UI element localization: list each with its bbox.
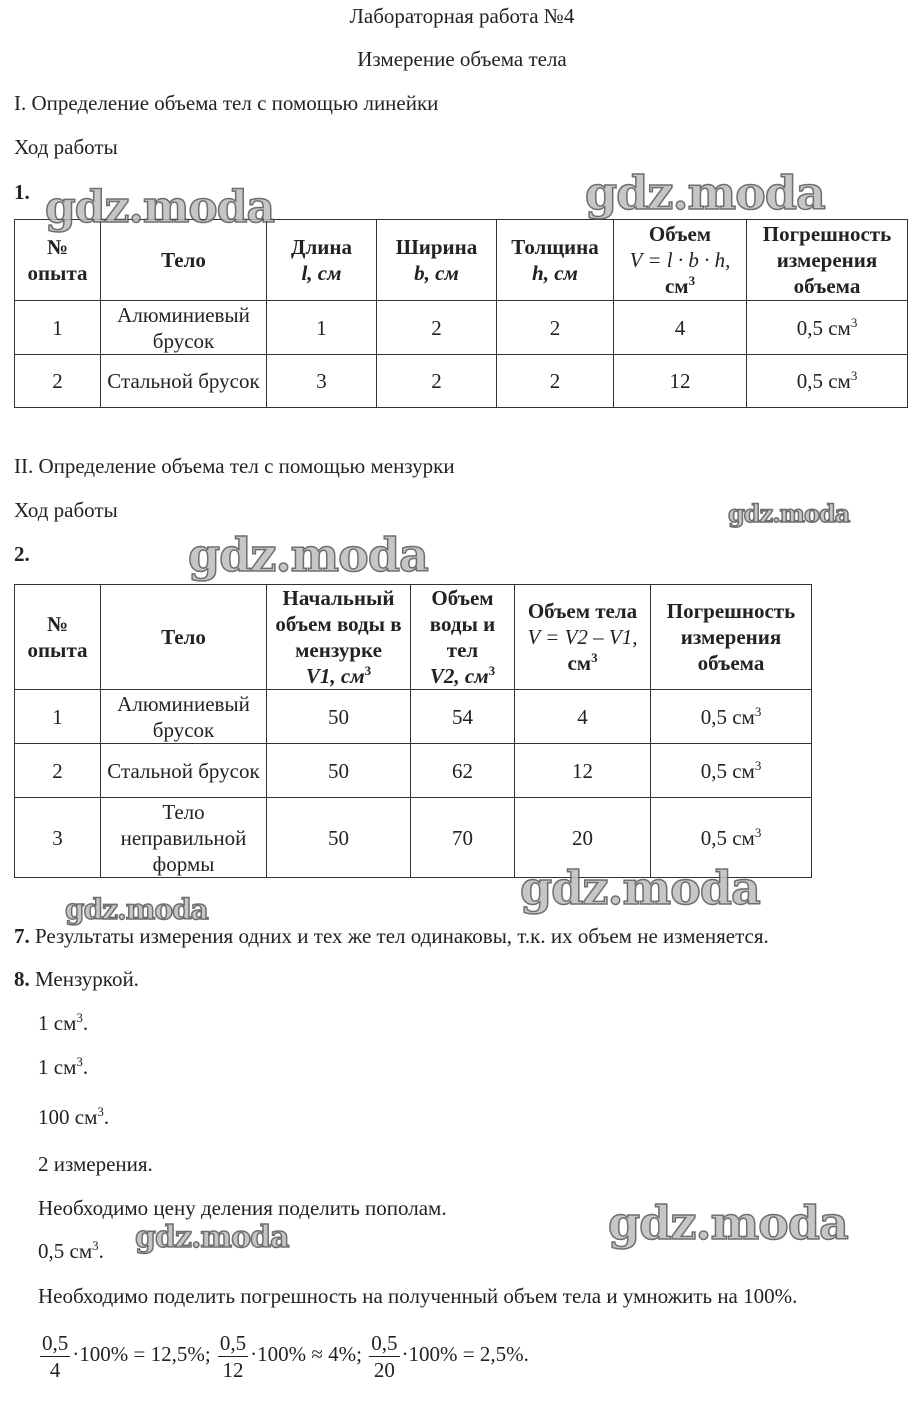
table-cell: 2 <box>497 355 614 408</box>
table-cell: 0,5 $см^3$ <box>651 744 812 798</box>
table-cell: 4 <box>515 690 651 744</box>
col-header-error: Погрешность измерения объема <box>651 585 812 690</box>
table-cell: 0,5 $см^3$ <box>651 690 812 744</box>
table-cell: Алюминиевый брусок <box>101 301 267 355</box>
watermark: gdz.moda <box>728 499 850 528</box>
table-row <box>15 355 908 408</box>
col-header-number: № опыта <box>15 585 101 690</box>
col-header-error: Погрешность измерения объема <box>747 220 908 301</box>
error-formula: $\frac{0,5}{4}$ ·100% = 12,5%; $\frac{0,5}{12}$ ·100% ≈ 4%; $\frac{0,5}{20}$ ·100% = 2,5%. <box>42 1330 529 1382</box>
answer-8: 8. Мензуркой. <box>14 967 139 991</box>
step-2: 2. <box>14 542 30 566</box>
table-cell: Алюминиевый брусок <box>101 690 267 744</box>
table-cell: 50 <box>267 798 411 878</box>
table-cell: 0,5 $см^3$ <box>747 355 908 408</box>
table-cell: 20 <box>515 798 651 878</box>
answer-line: 0,5 $см^3$. <box>38 1238 104 1263</box>
table-cell: 54 <box>411 690 515 744</box>
table-cell: 70 <box>411 798 515 878</box>
table-cell: 0,5 $см^3$ <box>651 798 812 878</box>
fraction: $\frac{0,5}{20}$ <box>371 1330 398 1382</box>
col-header-thickness: Толщина h, см <box>497 220 614 301</box>
watermark: gdz.moda <box>65 893 208 926</box>
table-cell: 3 <box>267 355 377 408</box>
table-cell: 3 <box>15 798 101 878</box>
col-header-body: Тело <box>101 220 267 301</box>
watermark: gdz.moda <box>520 861 760 915</box>
table-cell: 62 <box>411 744 515 798</box>
table-ruler <box>14 219 908 408</box>
table-cell: 1 <box>267 301 377 355</box>
fraction: $\frac{0,5}{12}$ <box>219 1330 247 1382</box>
table-cell: 4 <box>614 301 747 355</box>
col-header-width: Ширина b, см <box>377 220 497 301</box>
table-cell: 2 <box>377 301 497 355</box>
col-header-number: № опыта <box>15 220 101 301</box>
table-cell: 1 <box>15 690 101 744</box>
table-cell: 1 <box>15 301 101 355</box>
table-cell: Стальной брусок <box>101 355 267 408</box>
col-header-body: Тело <box>101 585 267 690</box>
doc-subtitle: Измерение объема тела <box>357 47 567 71</box>
table-row <box>15 690 812 744</box>
table-cell: 50 <box>267 690 411 744</box>
watermark: gdz.moda <box>585 166 825 220</box>
col-header-body-volume: Объем тела V = V2 – V1, $см^3$ <box>515 585 651 690</box>
table-cell: 2 <box>377 355 497 408</box>
table-cell: 50 <box>267 744 411 798</box>
watermark: gdz.moda <box>45 182 275 233</box>
col-header-water-body-volume: Объем воды и тел V2, $см^3$ <box>411 585 515 690</box>
answer-line: 2 измерения. <box>38 1152 153 1176</box>
col-header-length: Длина l, см <box>267 220 377 301</box>
watermark: gdz.moda <box>135 1220 289 1255</box>
table-cell: Стальной брусок <box>101 744 267 798</box>
table-beaker <box>14 584 812 878</box>
section1-progress-label: Ход работы <box>14 135 118 159</box>
table-cell: 2 <box>15 744 101 798</box>
watermark: gdz.moda <box>608 1196 848 1250</box>
answer-line: Необходимо поделить погрешность на полученный объем тела и умножить на 100%. <box>38 1284 798 1308</box>
table-cell: 2 <box>497 301 614 355</box>
table-cell: 0,5 $см^3$ <box>747 301 908 355</box>
answer-line: 100 $см^3$. <box>38 1104 110 1129</box>
table-cell: 12 <box>614 355 747 408</box>
doc-title: Лабораторная работа №4 <box>349 4 575 28</box>
answer-7: 7. Результаты измерения одних и тех же тел одинаковы, т.к. их объем не изменяется. <box>14 924 769 948</box>
answer-line: 1 $см^3$. <box>38 1054 89 1079</box>
col-header-volume: Объем V = l · b · h, $см^3$ <box>614 220 747 301</box>
watermark: gdz.moda <box>188 528 428 582</box>
table-row <box>15 744 812 798</box>
table-cell: Тело неправильной формы <box>101 798 267 878</box>
answer-line: Необходимо цену деления поделить пополам. <box>38 1196 447 1220</box>
section1-heading: I. Определение объема тел с помощью линейки <box>14 91 439 115</box>
step-1: 1. <box>14 180 30 204</box>
table-cell: 2 <box>15 355 101 408</box>
answer-line: 1 $см^3$. <box>38 1010 89 1035</box>
table-cell: 12 <box>515 744 651 798</box>
section2-heading: II. Определение объема тел с помощью мензурки <box>14 454 455 478</box>
section2-progress-label: Ход работы <box>14 498 118 522</box>
table-row <box>15 301 908 355</box>
col-header-initial-volume: Начальный объем воды в мензурке V1, $см^3$ <box>267 585 411 690</box>
fraction: $\frac{0,5}{4}$ <box>42 1330 69 1382</box>
